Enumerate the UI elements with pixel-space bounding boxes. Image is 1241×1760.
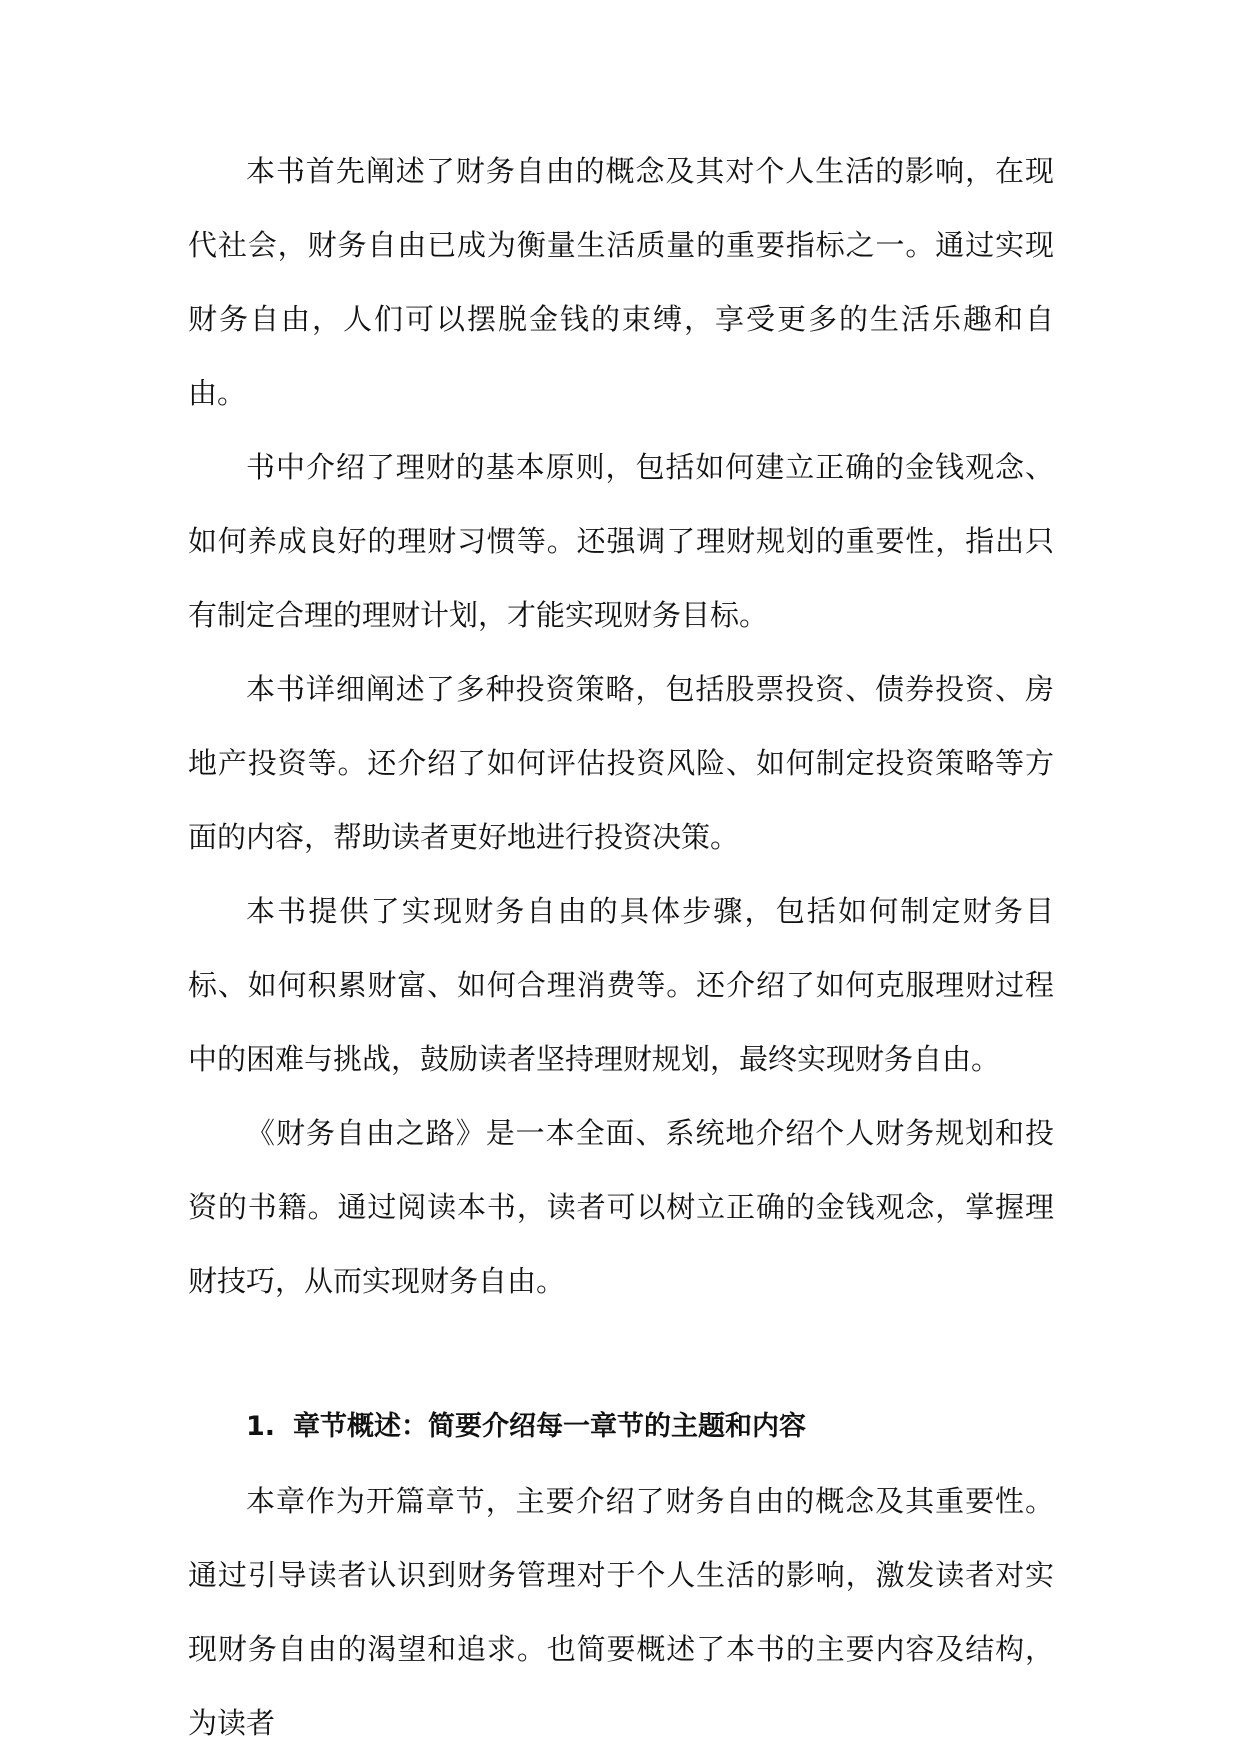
paragraph-steps-to-freedom: 本书提供了实现财务自由的具体步骤，包括如何制定财务目标、如何积累财富、如何合理消费等。还介绍了如何克服理财过程中的困难与挑战，鼓励读者坚持理财规划，最终实现财务自由。 xyxy=(188,894,1054,1076)
section-heading xyxy=(188,1390,1054,1464)
section-number: 1. xyxy=(246,1411,276,1442)
document-page xyxy=(188,134,1054,1760)
paragraph-financial-principles: 书中介绍了理财的基本原则，包括如何建立正确的金钱观念、如何养成良好的理财习惯等。还强调了理财规划的重要性，指出只有制定合理的理财计划，才能实现财务目标。 xyxy=(188,450,1054,632)
paragraph-chapter-overview: 本章作为开篇章节，主要介绍了财务自由的概念及其重要性。通过引导读者认识到财务管理对于个人生活的影响，激发读者对实现财务自由的渴望和追求。也简要概述了本书的主要内容及结构，为读者 xyxy=(188,1484,1054,1740)
section-title: 章节概述：简要介绍每一章节的主题和内容 xyxy=(293,1411,807,1442)
paragraph-investment-strategies: 本书详细阐述了多种投资策略，包括股票投资、债券投资、房地产投资等。还介绍了如何评估投资风险、如何制定投资策略等方面的内容，帮助读者更好地进行投资决策。 xyxy=(188,672,1054,854)
paragraph-book-summary: 《财务自由之路》是一本全面、系统地介绍个人财务规划和投资的书籍。通过阅读本书，读者可以树立正确的金钱观念，掌握理财技巧，从而实现财务自由。 xyxy=(188,1116,1054,1298)
paragraph-financial-freedom-concept: 本书首先阐述了财务自由的概念及其对个人生活的影响，在现代社会，财务自由已成为衡量生活质量的重要指标之一。通过实现财务自由，人们可以摆脱金钱的束缚，享受更多的生活乐趣和自由。 xyxy=(188,154,1054,410)
